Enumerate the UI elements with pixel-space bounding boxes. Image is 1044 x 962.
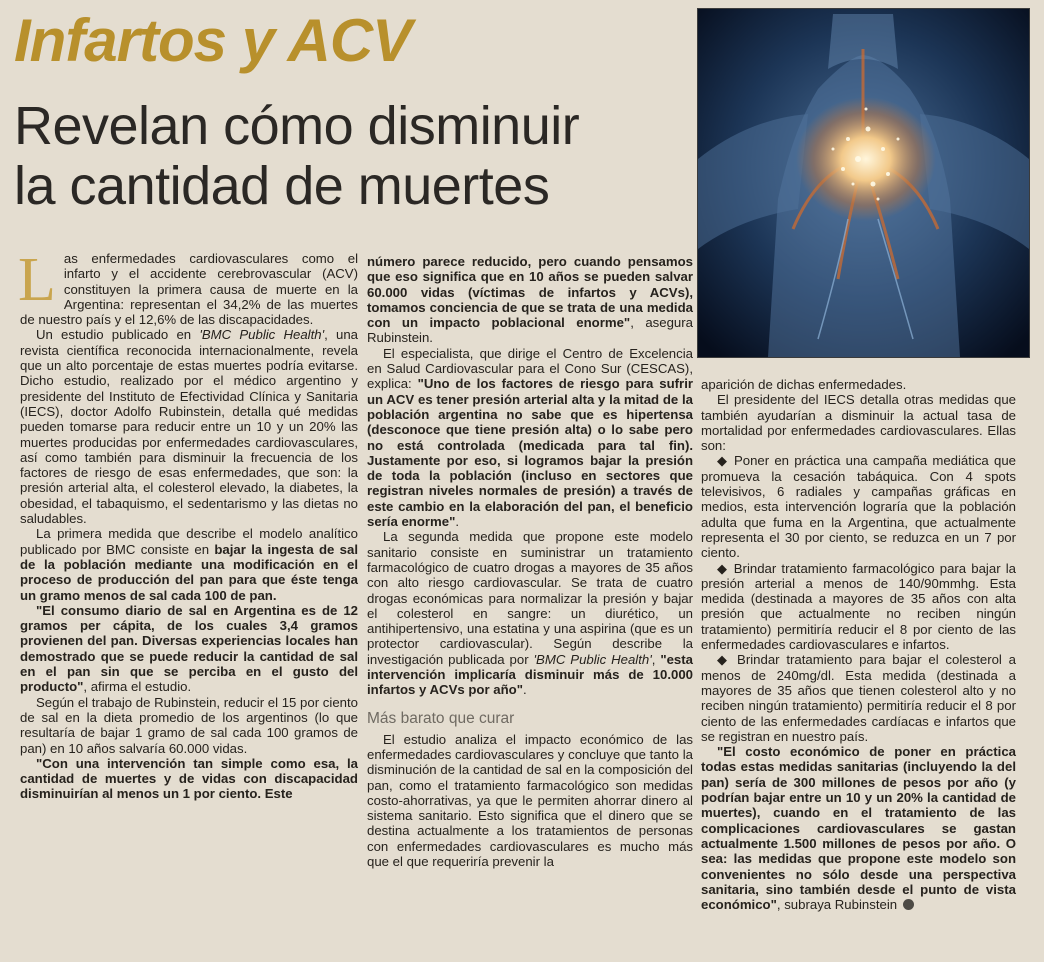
text-span: . bbox=[522, 682, 527, 698]
text-span: La segunda medida que propone este modelo sanitario consiste en suministrar un tratamiento farmacológico de cuatro drogas a mayores de 35 años con alto riesgo cardiovascular. Se trata de cuatro drogas económicas para normalizar la presión y bajar el colesterol en sangre: un diurético, un antihipertensivo, una estatina y una aspirina (que es un protector cardiovascular). Según describe la investigación publicada por bbox=[367, 529, 693, 667]
text-span: Un estudio publicado en bbox=[36, 327, 200, 343]
paragraph: El estudio analiza el impacto económico de las enfermedades cardiovasculares y concluye que tanto la disminución de la cantidad de sal en la composición del pan, como el tratamiento farmacológico son medidas costo-ahorrativas, ya que le permiten ahorrar dinero al sistema sanitario. Esto significa que el dinero que se destina actualmente a los tratamientos de personas con enfermedades cardiovasculares es mucho más que el que requeriría prevenir la bbox=[367, 731, 693, 869]
diamond-bullet-icon: ◆ bbox=[717, 453, 729, 469]
paragraph: as enfermedades cardiovasculares como el infarto y el accidente cerebrovascular (ACV) constituyen la primera causa de muerte en la Argentina: representan el 34,2% de las muertes de nuestro país y el 12,6% de las discapacidades. bbox=[20, 251, 358, 328]
quote: "esta intervención implicaría disminuir más de 10.000 infartos y ACVs por año" bbox=[367, 651, 693, 698]
text-span: , asegura Rubinstein. bbox=[367, 315, 693, 346]
quote: "Uno de los factores de riesgo para sufrir un ACV es tener presión arterial alta y la mitad de la población argentina no sabe que es hipertensa (desconoce que tiene presión alta) o lo sabe pero no está controlada (medicada para tal fin). Justamente por eso, si logramos bajar la presión de toda la población (incluso en sectores que registran niveles normales de presión) a través de este cambio en la elaboración del pan, el beneficio sería enorme" bbox=[367, 376, 693, 530]
subheading: Más barato que curar bbox=[367, 709, 515, 727]
text-span: , afirma el estudio. bbox=[83, 679, 192, 695]
text-span: , subraya Rubinstein bbox=[776, 897, 898, 913]
text-span: , una revista científica reconocida internacionalmente, revela que un alto porcentaje de estas muertes podría evitarse. Dicho estudio, realizado por el médico argentino y presidente del Instituto de Efectividad Clínica y Sanitaria (IECS), doctor Adolfo Rubinstein, detalla qué medidas pueden tomarse para reducir entre un 10 y un 20% las muertes producidas por enfermedades cardiovasculares, así como también para disminuir la frecuencia de los factores de riesgo de esas enfermedades, que son: la presión arterial alta, el colesterol elevado, la diabetes, la obesidad, el tabaquismo, el sedentarismo y las dietas no saludables. bbox=[20, 327, 358, 527]
list-item: Brindar tratamiento para bajar el colesterol a menos de 240mg/dl. Esta medida (destinada a mayores de 35 años que tienen colesterol alto y no reciben ningún tratamiento) permitiría reducir el 8 por ciento de las enfermedades cardíacas e infartos que se registran en nuestro país. bbox=[701, 652, 1016, 744]
text-span: La primera medida que describe el modelo analítico publicado por BMC consiste en bbox=[20, 526, 358, 557]
headline-line-2: la cantidad de muertes bbox=[14, 156, 550, 216]
text-span: El especialista, que dirige el Centro de Excelencia en Salud Cardiovascular para el Cono Sur (CESCAS), explica: bbox=[367, 345, 693, 392]
quote: "Con una intervención tan simple como esa, la cantidad de muertes y de vidas con discapacidad disminuirían al menos un 1 por ciento. Este bbox=[20, 755, 358, 802]
text-span: , bbox=[651, 651, 661, 667]
diamond-bullet-icon: ◆ bbox=[717, 652, 731, 668]
headline bbox=[14, 96, 684, 216]
publication-name: 'BMC Public Health' bbox=[533, 651, 652, 667]
photo bbox=[697, 8, 1030, 358]
kicker-title: Infartos y ACV bbox=[14, 7, 412, 74]
quote: número parece reducido, pero cuando pensamos que eso significa que en 10 años se pueden salvar 60.000 vidas (víctimas de infartos y ACVs), tomamos conciencia de que se trata de una medida con un impacto poblacional enorme" bbox=[367, 254, 693, 331]
text-span: . bbox=[455, 514, 460, 530]
paragraph: Según el trabajo de Rubinstein, reducir el 15 por ciento de sal en la dieta promedio de los argentinos (lo que resultaría de bajar 1 gramo de sal cada 100 gramos de pan) en 10 años salvaría 60.000 vidas. bbox=[20, 694, 358, 756]
quote: "El costo económico de poner en práctica todas estas medidas sanitarias (incluyendo la del pan) sería de 300 millones de pesos por año (y podrían bajar entre un 10 y un 20% la cantidad de muertes), cuando en el tratamiento de las complicaciones cardiovasculares se gastan actualmente 1.500 millones de pesos por año. O sea: las medidas que propone este modelo son convenientes no sólo desde una perspectiva sanitaria, sino también desde el punto de vista económico" bbox=[701, 744, 1016, 913]
paragraph: aparición de dichas enfermedades. bbox=[701, 377, 907, 392]
list-item: Poner en práctica una campaña mediática que promueva la cesación tabáquica. Con 4 spots televisivos, 6 radiales y campañas gráficas en medios, esta intervención lograría que la población adulta que fuma en la Argentina, que actualmente representa el 30 por ciento, se reduzca en un 7 por ciento. bbox=[701, 453, 1016, 561]
diamond-bullet-icon: ◆ bbox=[717, 560, 729, 576]
bold-text: bajar la ingesta de sal de la población mediante una modificación en el proceso de producción del pan para que éste tenga un gramo menos de sal cada 100 de pan. bbox=[20, 541, 358, 603]
list-item: Brindar tratamiento farmacológico para bajar la presión arterial a menos de 140/90mmhg. Esta medida (destinada a mayores de 35 años con alta presión que actualmente no reciben ningún tratamiento) permitiría reducir el 8 por ciento de las enfermedades cardiovasculares e infartos. bbox=[701, 560, 1016, 653]
end-mark-icon bbox=[903, 899, 914, 910]
publication-name: 'BMC Public Health' bbox=[199, 327, 325, 343]
paragraph: El presidente del IECS detalla otras medidas que también ayudarían a disminuir la actual tasa de mortalidad por enfermedades cardiovasculares. Ellas son: bbox=[701, 392, 1016, 454]
body-column-3 bbox=[701, 377, 1016, 912]
quote: "El consumo diario de sal en Argentina es de 12 gramos per cápita, de los cuales 3,4 gramos provienen del pan. Diversas experiencias locales han demostrado que se puede reducir la cantidad de sal en el pan sin que se perciba en el gusto del producto" bbox=[20, 602, 358, 695]
human-torso-glowing-heart-illustration bbox=[698, 9, 1029, 357]
body-column-1 bbox=[18, 246, 358, 802]
drop-cap: L bbox=[18, 246, 56, 314]
headline-line-1: Revelan cómo disminuir bbox=[14, 96, 580, 156]
body-column-2 bbox=[367, 254, 693, 869]
